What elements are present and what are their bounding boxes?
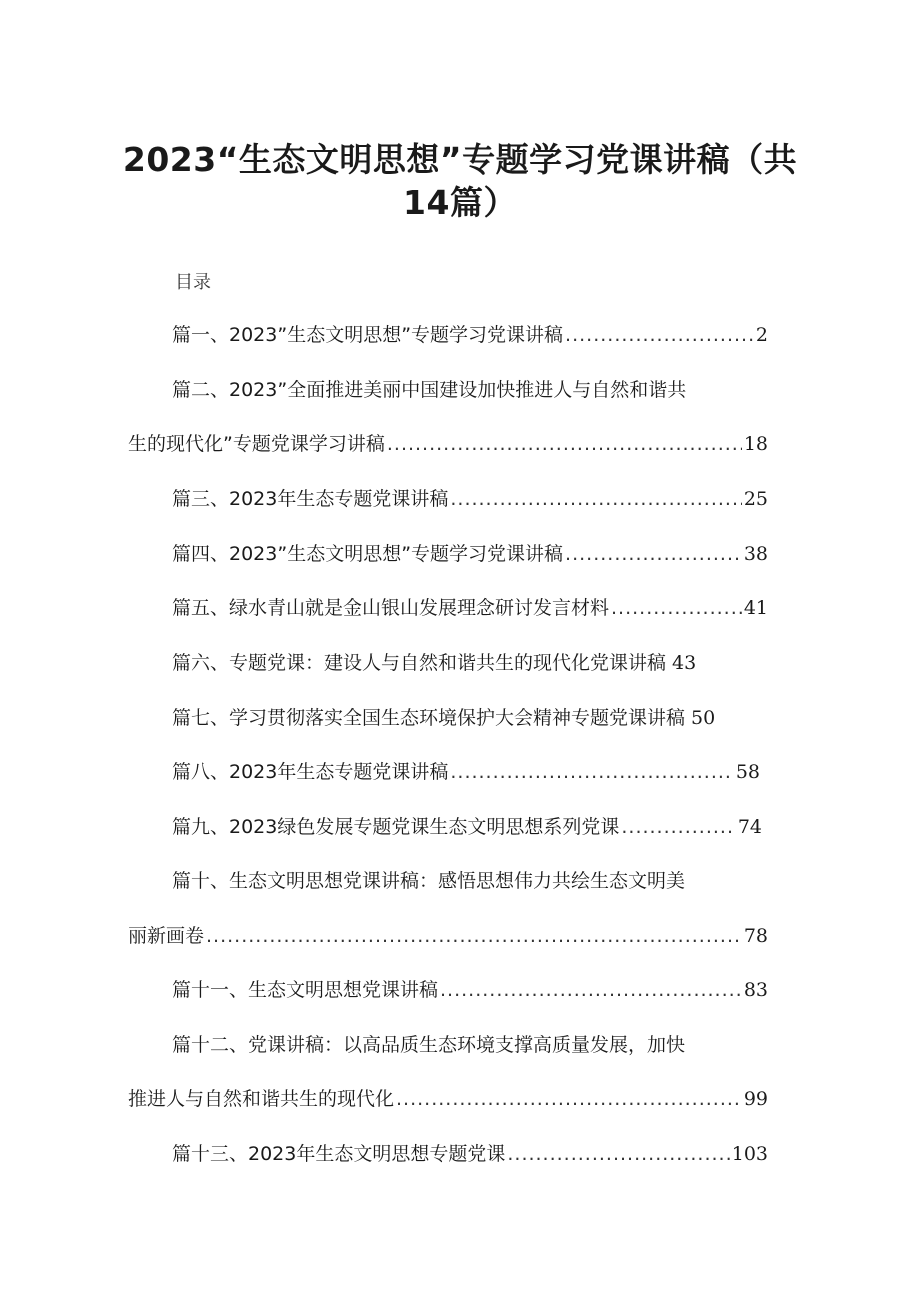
toc-leader-dots [565,540,742,568]
toc-entry-title: 篇三、2023年生态专题党课讲稿 [172,488,449,510]
toc-entry-title: 篇一、2023”生态文明思想”专题学习党课讲稿 [172,324,564,346]
toc-entry-8[interactable] [172,758,760,786]
toc-entry-12[interactable] [128,1085,768,1113]
toc-entry-7[interactable] [172,704,715,732]
toc-leader-dots [387,430,742,458]
toc-entry-title: 篇九、2023绿色发展专题党课生态文明思想系列党课 [172,816,620,838]
toc-entry-title: 篇七、学习贯彻落实全国生态环境保护大会精神专题党课讲稿 [172,707,686,729]
toc-entry-1[interactable] [172,321,768,349]
toc-heading: 目录 [175,272,211,293]
toc-entry-5[interactable] [172,594,768,622]
toc-page-number: 103 [731,1143,768,1165]
toc-page-number: 83 [743,979,768,1001]
toc-entry-6[interactable] [172,649,696,677]
toc-leader-dots [396,1085,742,1113]
toc-entry-13[interactable] [172,1140,768,1168]
toc-entry-title-continued: 丽新画卷 [128,925,205,947]
toc-leader-dots [565,321,754,349]
toc-entry-11[interactable] [172,976,768,1004]
toc-page-number: 18 [743,433,768,455]
toc-page-number: 41 [743,597,768,619]
toc-leader-dots [206,922,742,950]
toc-leader-dots [450,485,741,513]
toc-entry-10-line-1[interactable]: 篇十、生态文明思想党课讲稿：感悟思想伟力共绘生态文明美 [172,870,686,892]
toc-entry-2-line-1[interactable]: 篇二、2023”全面推进美丽中国建设加快推进人与自然和谐共 [172,379,687,401]
toc-entry-title-continued: 生的现代化”专题党课学习讲稿 [128,433,385,455]
toc-entry-title-continued: 推进人与自然和谐共生的现代化 [128,1088,395,1110]
toc-page-number: 43 [672,652,697,674]
toc-leader-dots [440,976,742,1004]
toc-entry-title: 篇十一、生态文明思想党课讲稿 [172,979,439,1001]
toc-entry-10[interactable] [128,922,768,950]
toc-entry-2[interactable] [128,430,768,458]
toc-page-number: 50 [691,707,716,729]
toc-entry-4[interactable] [172,540,768,568]
toc-page-number: 25 [743,488,768,510]
toc-page-number: 78 [743,925,768,947]
toc-leader-dots [507,1140,729,1168]
toc-entry-title: 篇六、专题党课：建设人与自然和谐共生的现代化党课讲稿 [172,652,667,674]
toc-entry-9[interactable] [172,813,762,841]
toc-entry-3[interactable] [172,485,768,513]
toc-entry-title: 篇四、2023”生态文明思想”专题学习党课讲稿 [172,543,564,565]
toc-leader-dots [611,594,742,622]
document-title-line-2: 14篇） [403,183,517,222]
toc-entry-title: 篇十三、2023年生态文明思想专题党课 [172,1143,506,1165]
toc-page-number: 2 [755,324,768,346]
toc-entry-12-line-1[interactable]: 篇十二、党课讲稿：以高品质生态环境支撑高质量发展，加快 [172,1034,686,1056]
toc-entry-title: 篇五、绿水青山就是金山银山发展理念研讨发言材料 [172,597,610,619]
toc-entry-title: 篇八、2023年生态专题党课讲稿 [172,761,449,783]
document-title-line-1: 2023“生态文明思想”专题学习党课讲稿（共 [122,140,798,179]
toc-page-number: 38 [743,543,768,565]
toc-leader-dots [621,813,735,841]
toc-leader-dots [450,758,733,786]
toc-page-number: 74 [737,816,762,838]
toc-page-number: 99 [743,1088,768,1110]
toc-page-number: 58 [735,761,760,783]
